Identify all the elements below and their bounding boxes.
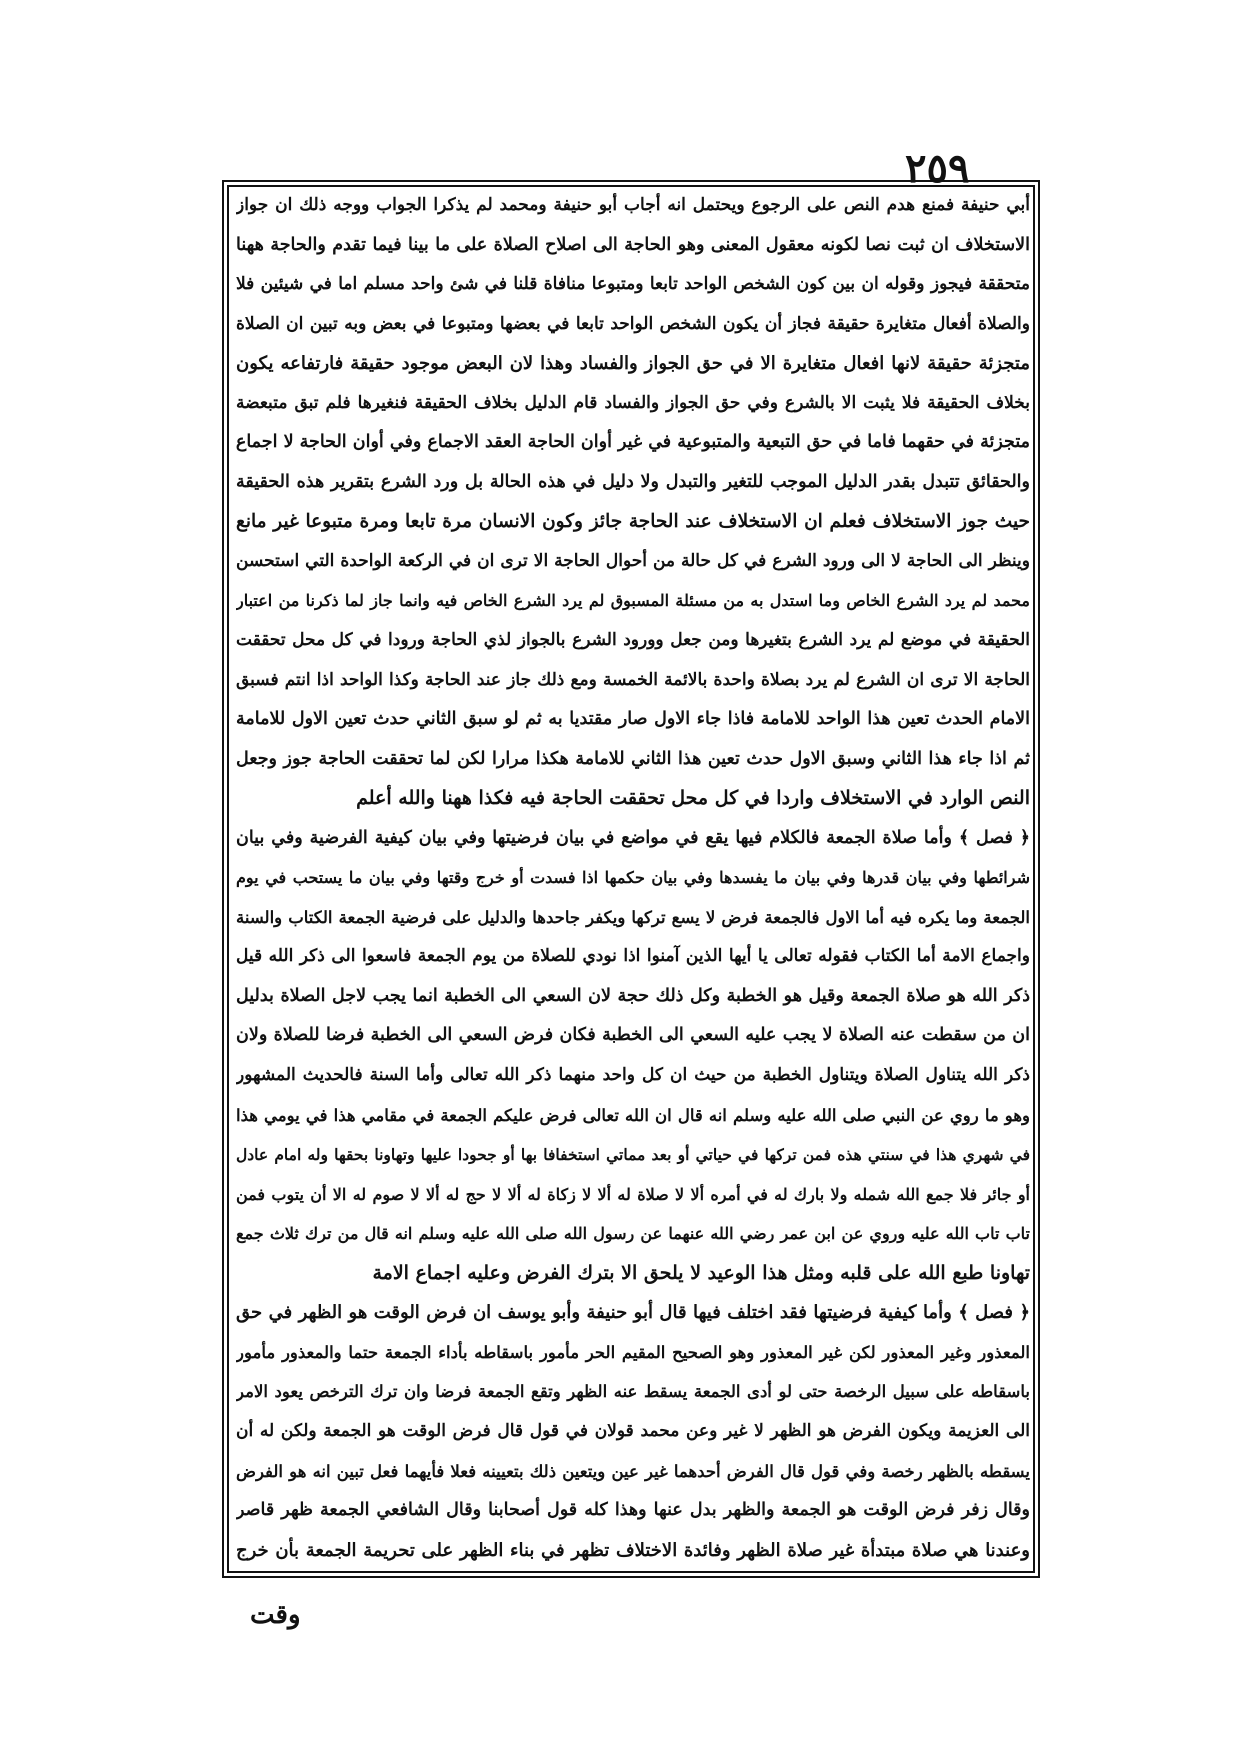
text-line: متجزئة في حقهما فاما في حق التبعية والمتبوعية في غير أوان الحاجة العقد الاجماع وفي أوان الحاجة لا اجماع [236,432,1030,453]
text-line: الامام الحدث تعين هذا الواحد للامامة فاذا جاء الاول صار مقتديا به ثم لو سبق الثاني حدث تعين الاول للامامة [236,709,1030,730]
text-line: باسقاطه على سبيل الرخصة حتى لو أدى الجمعة يسقط عنه الظهر وتقع الجمعة فرضا وان ترك الترخص يعود الامر [236,1382,1030,1402]
text-line: يسقطه بالظهر رخصة وفي قول قال الفرض أحدهما غير عين ويتعين ذلك بتعيينه فعلا فأيهما فعل تبين انه هو الفرض [236,1461,1030,1481]
text-line: والحقائق تتبدل بقدر الدليل الموجب للتغير والتبدل ولا دليل في هذه الحالة بل ورد الشرع بتقرير هذه الحقيقة [236,471,1030,492]
text-line: ان من سقطت عنه الصلاة لا يجب عليه السعي الى الخطبة فكان فرض السعي الى الخطبة فرضا للصلاة ولان [236,1025,1030,1046]
text-line: الجمعة وما يكره فيه أما الاول فالجمعة فرض لا يسع تركها ويكفر جاحدها والدليل على فرضية الجمعة الكتاب والسنة [236,907,1030,927]
text-line: أو جائر فلا جمع الله شمله ولا بارك له في أمره ألا لا صلاة له ألا لا زكاة له ألا لا حج له ألا لا صوم له الا أن يتوب فمن [236,1184,1030,1204]
text-line: تاب تاب الله عليه وروي عن ابن عمر رضي الله عنهما عن رسول الله صلى الله عليه وسلم انه قال من ترك ثلاث جمع [236,1224,1030,1244]
text-line: بخلاف الحقيقة فلا يثبت الا بالشرع وفي حق الجواز والفساد قام الدليل بخلاف الحقيقة فنغيرها فلم تبق متبعضة [236,392,1030,413]
text-line: المعذور وغير المعذور لكن غير المعذور وهو الصحيح المقيم الحر مأمور باسقاطه بأداء الجمعة حتما والمعذور مأمور [236,1342,1030,1362]
text-line: وعندنا هي صلاة مبتدأة غير صلاة الظهر وفائدة الاختلاف تظهر في بناء الظهر على تحريمة الجمعة بأن خرج [236,1539,1030,1561]
text-line: ﴿ فصل ﴾ وأما كيفية فرضيتها فقد اختلف فيها قال أبو حنيفة وأبو يوسف ان فرض الوقت هو الظهر في حق [236,1302,1030,1324]
text-line: الاستخلاف ان ثبت نصا لكونه معقول المعنى وهو الحاجة الى اصلاح الصلاة على ما بينا فيما تقدم والحاجة ههنا [236,234,1030,255]
text-line: ذكر الله هو صلاة الجمعة وقيل هو الخطبة وكل ذلك حجة لان السعي الى الخطبة انما يجب لاجل الصلاة بدليل [236,985,1030,1006]
text-line: واجماع الامة أما الكتاب فقوله تعالى يا أيها الذين آمنوا اذا نودي للصلاة من يوم الجمعة فاسعوا الى ذكر الله قيل [236,946,1030,967]
text-line: متحققة فيجوز وقوله ان بين كون الشخص الواحد تابعا ومتبوعا منافاة قلنا في شئ واحد مسلم اما في شيئين فلا [236,274,1030,295]
text-line: وينظر الى الحاجة لا الى ورود الشرع في كل حالة من أحوال الحاجة الا ترى ان في الركعة الواحدة التي استحسن [236,550,1030,571]
text-line: وقال زفر فرض الوقت هو الجمعة والظهر بدل عنها وهذا كله قول أصحابنا وقال الشافعي الجمعة ظهر قاصر [236,1500,1030,1521]
page-number: ٢٥٩ [905,145,970,192]
text-line: محمد لم يرد الشرع الخاص وما استدل به من مسئلة المسبوق لم يرد الشرع الخاص فيه وانما جاز لما ذكرنا من اعتبار [236,591,1030,611]
text-line: أبي حنيفة فمنع هدم النص على الرجوع ويحتمل انه أجاب أبو حنيفة ومحمد لم يذكرا الجواب ووجه ذلك ان جواز [236,195,1030,215]
text-line: وهو ما روي عن النبي صلى الله عليه وسلم انه قال ان الله تعالى فرض عليكم الجمعة في مقامي هذا في يومي هذا [236,1105,1030,1125]
text-line: في شهري هذا في سنتي هذه فمن تركها في حياتي أو بعد مماتي استخفافا بها أو جحودا عليها وتهاونا بحقها وله امام عادل [236,1145,1030,1165]
text-line: الحاجة الا ترى ان الشرع لم يرد بصلاة واحدة بالائمة الخمسة ومع ذلك جاز عند الحاجة وكذا الواحد اذا انتم فسبق [236,669,1030,690]
text-block [236,188,1030,1568]
text-line: متجزئة حقيقة لانها افعال متغايرة الا في حق الجواز والفساد وهذا لان البعض موجود حقيقة فارتفاعه يكون [236,353,1030,375]
text-line: ثم اذا جاء هذا الثاني وسبق الاول حدث تعين هذا الثاني للامامة هكذا مرارا لكن لما تحققت الحاجة جوز وجعل [236,748,1030,769]
text-line: والصلاة أفعال متغايرة حقيقة فجاز أن يكون الشخص الواحد تابعا في بعضها ومتبوعا في بعض وبه تبين ان الصلاة [236,313,1030,334]
text-line: تهاونا طبع الله على قلبه ومثل هذا الوعيد لا يلحق الا بترك الفرض وعليه اجماع الامة [372,1261,1030,1284]
text-line: ﴿ فصل ﴾ وأما صلاة الجمعة فالكلام فيها يقع في مواضع في بيان فرضيتها وفي بيان كيفية الفرضية وفي بيان [236,827,1030,848]
text-line: الى العزيمة ويكون الفرض هو الظهر لا غير وعن محمد قولان في قول قال فرض الوقت هو الجمعة ولكن له أن [236,1420,1030,1441]
catchword: وقت [250,1600,301,1630]
text-line: شرائطها وفي بيان قدرها وفي بيان ما يفسدها وفي بيان حكمها اذا فسدت أو خرج وقتها وفي بيان ما يستحب في يوم [236,868,1030,888]
text-line: ذكر الله يتناول الصلاة ويتناول الخطبة من حيث ان كل واحد منهما ذكر الله تعالى وأما السنة فالحديث المشهور [236,1065,1030,1086]
text-line: النص الوارد في الاستخلاف واردا في كل محل تحققت الحاجة فيه فكذا ههنا والله أعلم [356,787,1030,810]
text-line: حيث جوز الاستخلاف فعلم ان الاستخلاف عند الحاجة جائز وكون الانسان مرة تابعا ومرة متبوعا غير مانع [236,511,1030,533]
text-line: الحقيقة في موضع لم يرد الشرع بتغيرها ومن جعل وورود الشرع بالجواز لذي الحاجة ورودا في كل محل تحققت [236,630,1030,651]
